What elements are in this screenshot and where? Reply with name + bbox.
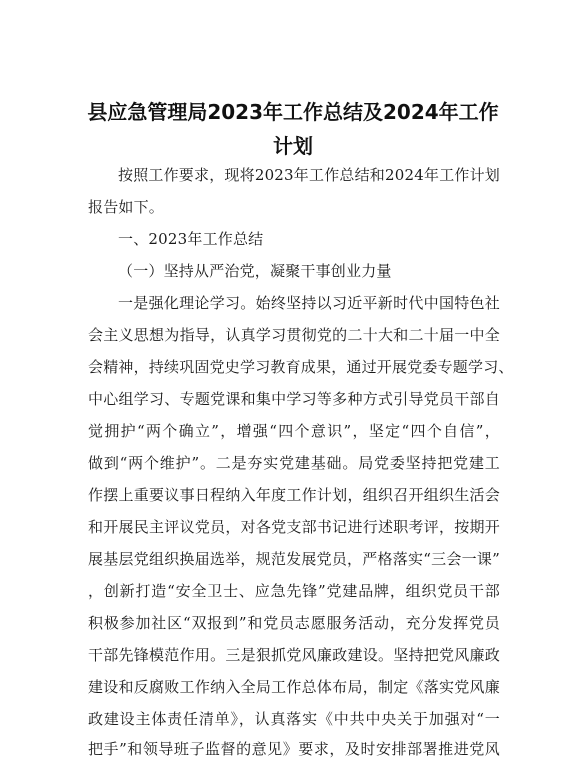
body-paragraph-line: ，创新打造“安全卫士、应急先锋”党建品牌，组织党员干部: [88, 582, 500, 600]
body-paragraph-line: 政建设主体责任清单》，认真落实《中共中央关于加强对“一: [88, 710, 500, 728]
body-paragraph-line: 积极参加社区“双报到”和党员志愿服务活动，充分发挥党员: [88, 614, 500, 632]
document-title-line-2: 计划: [273, 134, 313, 158]
body-paragraph-line: 作摆上重要议事日程纳入年度工作计划，组织召开组织生活会: [88, 486, 500, 504]
body-paragraph-line: 会精神，持续巩固党史学习教育成果，通过开展党委专题学习、: [88, 358, 514, 376]
body-paragraph-line: 展基层党组织换届选举，规范发展党员，严格落实“三会一课”: [88, 550, 500, 568]
section-heading: 一、2023年工作总结: [118, 230, 264, 248]
body-paragraph-line: 做到“两个维护”。二是夯实党建基础。局党委坚持把党建工: [88, 454, 500, 472]
body-paragraph-line: 中心组学习、专题党课和集中学习等多种方式引导党员干部自: [88, 390, 500, 408]
body-paragraph-line: 把手”和领导班子监督的意见》要求，及时安排部署推进党风: [88, 740, 500, 758]
subsection-heading: （一）坚持从严治党，凝聚干事创业力量: [118, 262, 392, 280]
body-paragraph-line: 会主义思想为指导，认真学习贯彻党的二十大和二十届一中全: [88, 326, 500, 344]
intro-paragraph-line-2: 报告如下。: [88, 198, 165, 216]
document-title-line-1: 县应急管理局2023年工作总结及2024年工作: [87, 100, 499, 124]
body-paragraph-line: 觉拥护“两个确立”，增强“四个意识”，坚定“四个自信”，: [88, 422, 500, 440]
body-paragraph-line: 和开展民主评议党员，对各党支部书记进行述职考评，按期开: [88, 518, 500, 536]
intro-paragraph-line-1: 按照工作要求，现将2023年工作总结和2024年工作计划: [118, 166, 500, 184]
body-paragraph-line: 干部先锋模范作用。三是狠抓党风廉政建设。坚持把党风廉政: [88, 646, 500, 664]
body-paragraph-line: 建设和反腐败工作纳入全局工作总体布局，制定《落实党风廉: [88, 678, 500, 696]
body-paragraph-line: 一是强化理论学习。始终坚持以习近平新时代中国特色社: [118, 294, 500, 312]
